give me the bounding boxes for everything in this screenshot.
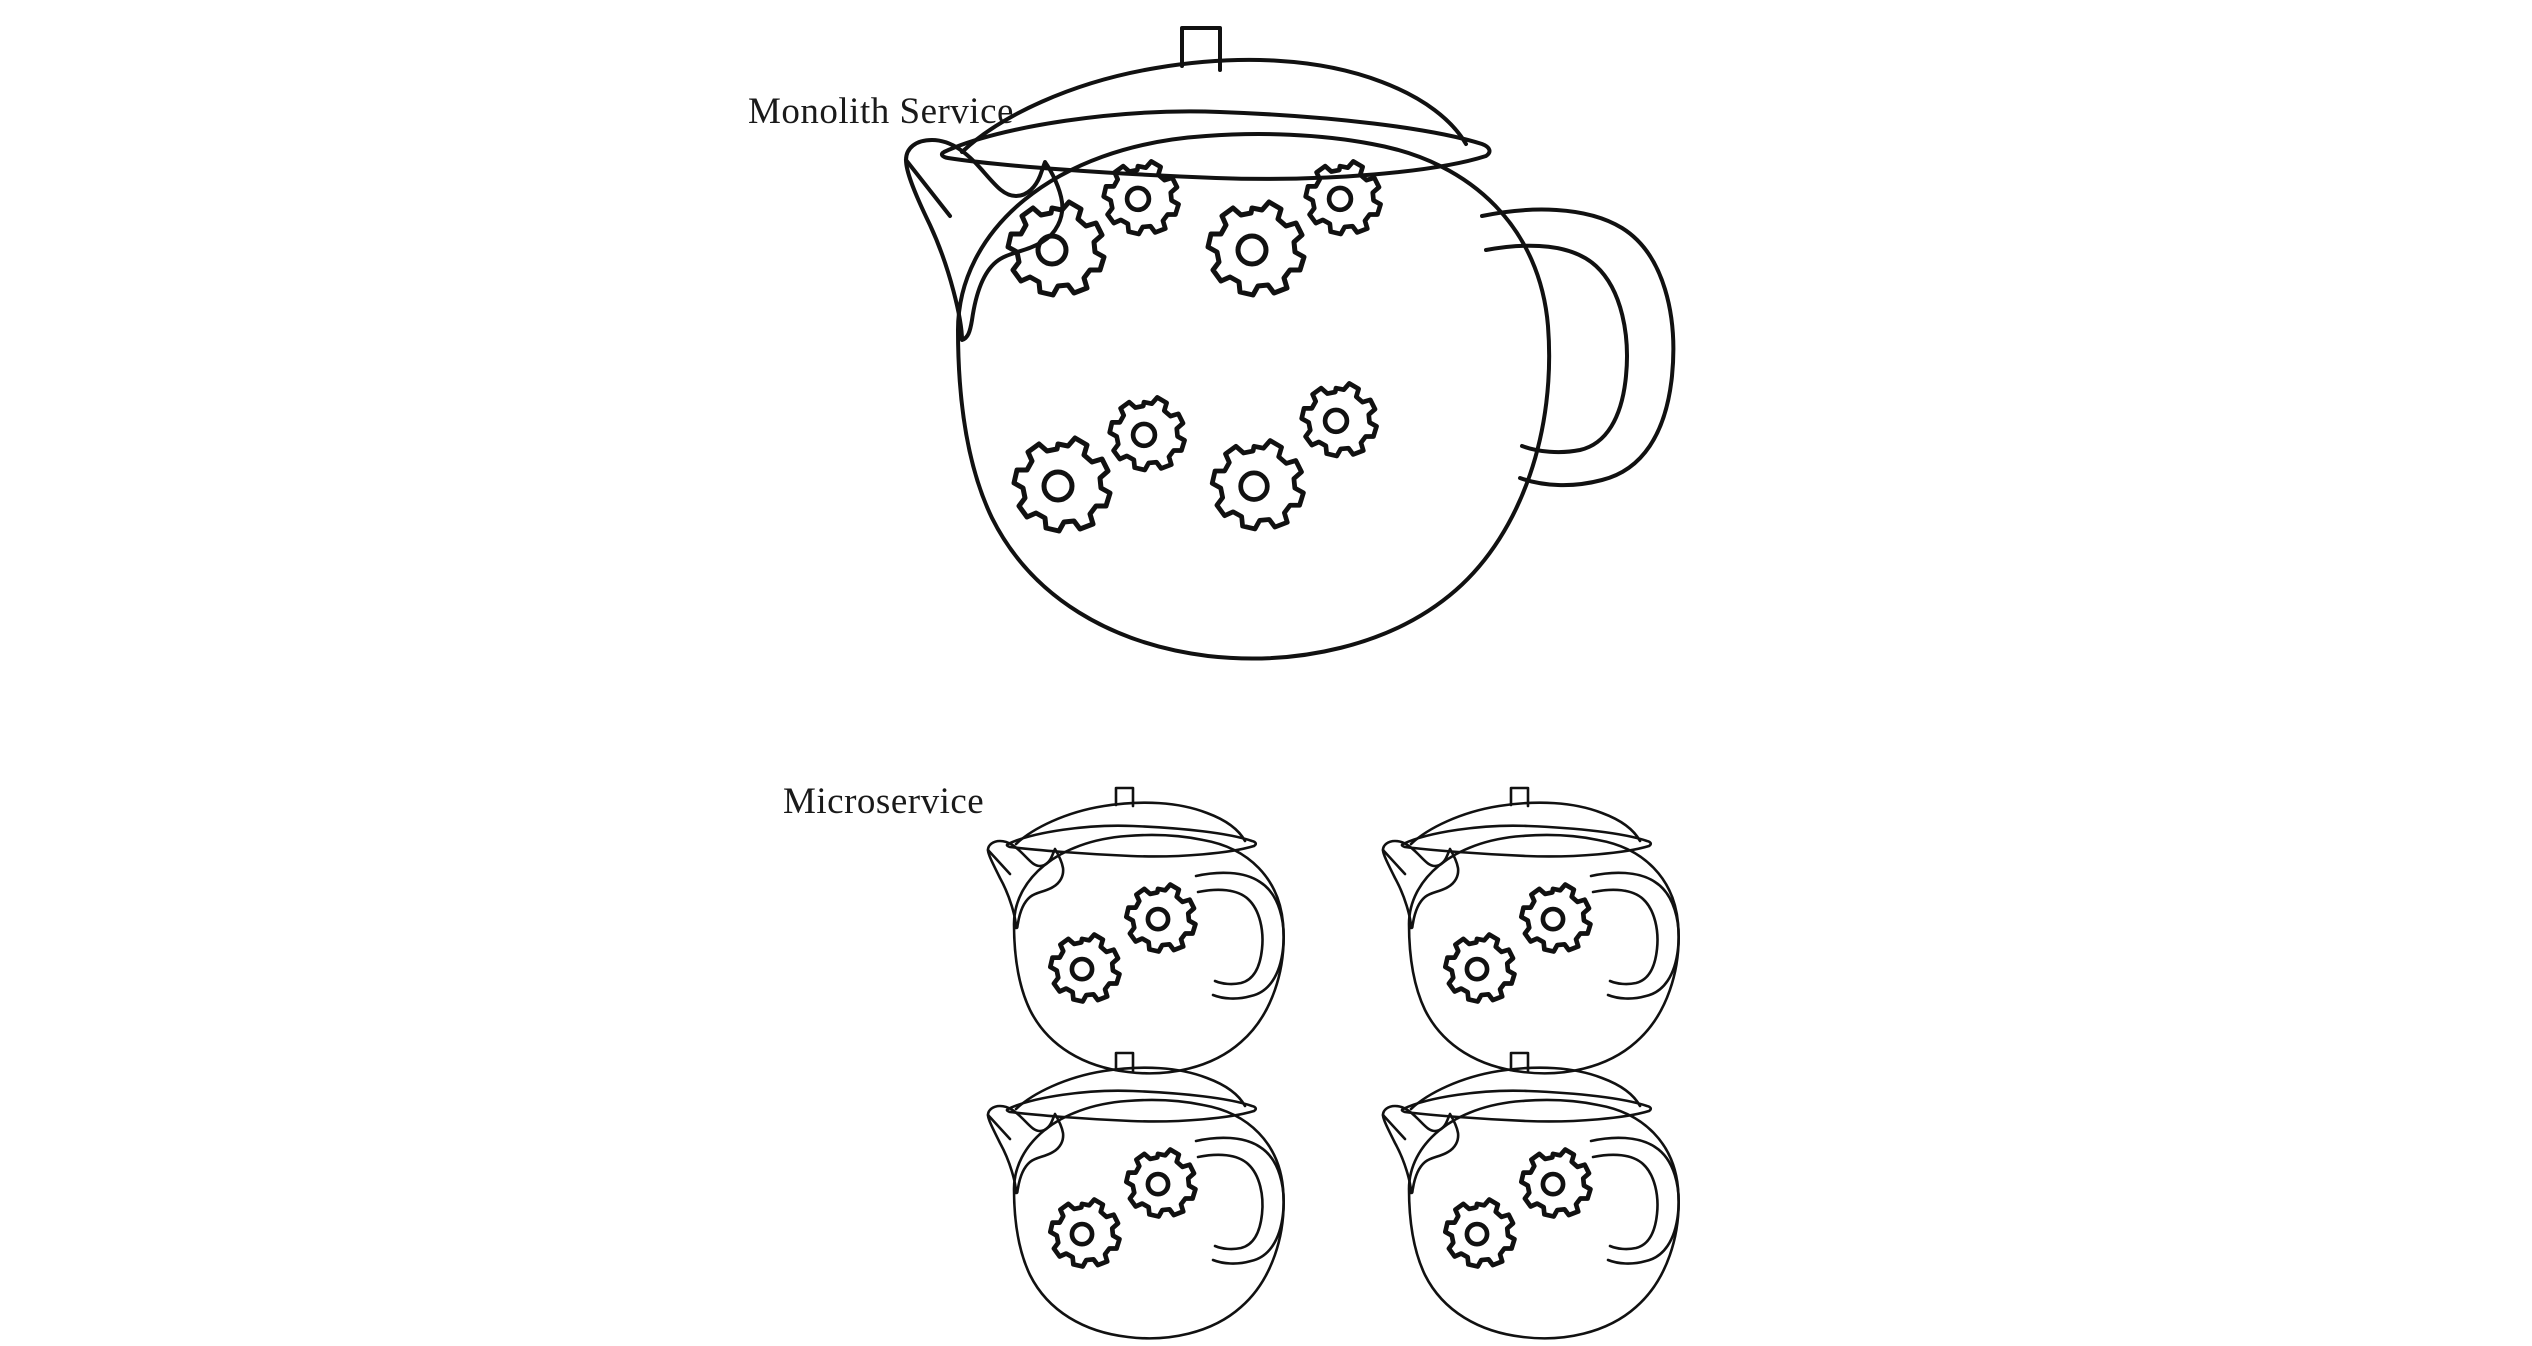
teapot-handle <box>1196 1138 1284 1264</box>
microservice-teapot-drawing <box>930 1065 1300 1315</box>
microservice-teapot-drawing <box>930 800 1300 1050</box>
teapot-body <box>1014 1100 1284 1338</box>
gear-icon <box>1014 438 1110 531</box>
microservice-teapot-drawing <box>1325 1065 1695 1315</box>
teapot-body <box>1409 1100 1679 1338</box>
gear-cluster <box>1050 885 1195 1002</box>
teapot-lid-rim <box>1402 1091 1651 1122</box>
microservice-teapot-3 <box>930 1065 1300 1315</box>
gear-icon <box>1302 383 1377 456</box>
teapot-lid <box>962 60 1466 152</box>
teapot-lid <box>1016 1068 1245 1109</box>
gear-icon <box>1050 1200 1119 1267</box>
monolith-teapot-figure <box>700 20 1780 750</box>
microservice-teapot-drawing <box>1325 800 1695 1050</box>
monolith-service-label: Monolith Service <box>748 91 1014 132</box>
teapot-handle <box>1591 1138 1679 1264</box>
teapot-handle-inner <box>1593 1155 1657 1249</box>
gear-icon <box>1126 1150 1195 1217</box>
teapot-handle-inner <box>1198 890 1262 984</box>
microservice-teapot-1 <box>930 800 1300 1050</box>
teapot-handle-inner <box>1198 1155 1262 1249</box>
teapot-handle-inner <box>1486 246 1627 452</box>
teapot-spout <box>906 140 1062 340</box>
teapot-handle-inner <box>1593 890 1657 984</box>
microservice-teapot-4 <box>1325 1065 1695 1315</box>
microservice-teapot-2 <box>1325 800 1695 1050</box>
gear-icon <box>1521 885 1590 952</box>
monolith-teapot-drawing <box>700 20 1780 750</box>
gear-icon <box>1104 161 1179 234</box>
teapot-lid-rim <box>1007 826 1256 857</box>
teapot-lid <box>1411 803 1640 844</box>
gear-cluster <box>1445 885 1590 1002</box>
teapot-handle <box>1482 210 1673 486</box>
teapot-handle <box>1591 873 1679 999</box>
teapot-body <box>1409 835 1679 1073</box>
teapot-lid <box>1016 803 1245 844</box>
gear-icon <box>1110 397 1185 470</box>
teapot-lid <box>1411 1068 1640 1109</box>
gear-cluster <box>1445 1150 1590 1267</box>
teapot-handle <box>1196 873 1284 999</box>
gear-icon <box>1208 202 1304 295</box>
gear-cluster <box>1008 161 1381 531</box>
gear-icon <box>1521 1150 1590 1217</box>
gear-icon <box>1050 935 1119 1002</box>
teapot-lid-rim <box>1402 826 1651 857</box>
gear-icon <box>1306 161 1381 234</box>
teapot-lid-rim <box>1007 1091 1256 1122</box>
teapot-lid-rim <box>942 111 1490 178</box>
gear-icon <box>1212 441 1303 529</box>
gear-icon <box>1445 1200 1514 1267</box>
gear-cluster <box>1050 1150 1195 1267</box>
teapot-body <box>1014 835 1284 1073</box>
gear-icon <box>1126 885 1195 952</box>
microservice-label: Microservice <box>783 781 985 822</box>
gear-icon <box>1445 935 1514 1002</box>
